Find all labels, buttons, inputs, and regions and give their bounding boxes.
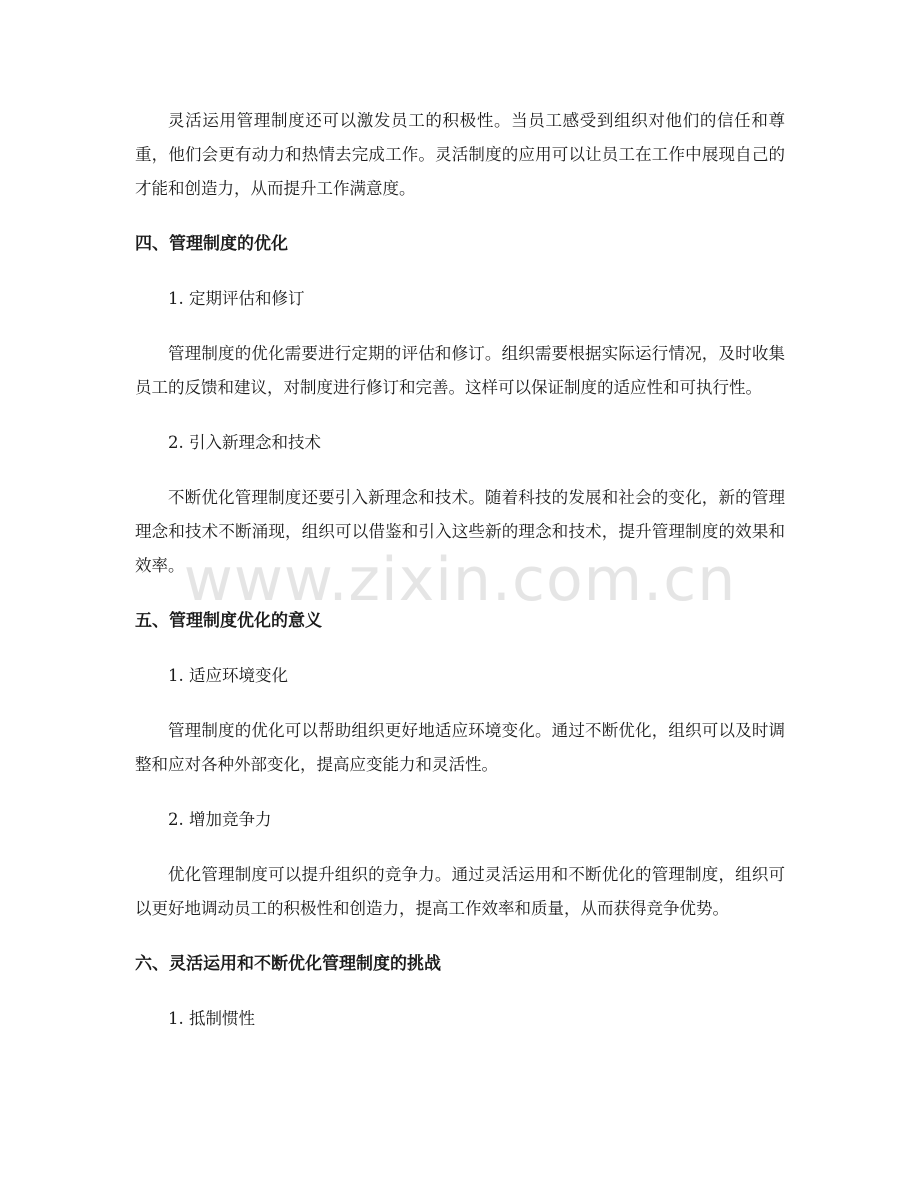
subheading-adapt-environment: 1. 适应环境变化 (168, 666, 288, 685)
paragraph-regular-review: 管理制度的优化需要进行定期的评估和修订。组织需要根据实际运行情况，及时收集员工的反馈和建议，对制度进行修订和完善。这样可以保证制度的适应性和可执行性。 (135, 344, 785, 397)
paragraph-competitiveness: 优化管理制度可以提升组织的竞争力。通过灵活运用和不断优化的管理制度，组织可以更好地调动员工的积极性和创造力，提高工作效率和质量，从而获得竞争优势。 (135, 865, 785, 918)
subheading-regular-review: 1. 定期评估和修订 (168, 289, 305, 308)
paragraph-adapt-environment: 管理制度的优化可以帮助组织更好地适应环境变化。通过不断优化，组织可以及时调整和应对各种外部变化，提高应变能力和灵活性。 (135, 721, 785, 774)
section-heading-challenges: 六、灵活运用和不断优化管理制度的挑战 (135, 954, 441, 974)
subheading-new-concepts: 2. 引入新理念和技术 (168, 433, 321, 452)
section-heading-significance: 五、管理制度优化的意义 (135, 611, 322, 631)
subheading-competitiveness: 2. 增加竞争力 (168, 810, 272, 829)
paragraph-employee-motivation: 灵活运用管理制度还可以激发员工的积极性。当员工感受到组织对他们的信任和尊重，他们会更有动力和热情去完成工作。灵活制度的应用可以让员工在工作中展现自己的才能和创造力，从而提升工作满意度。 (135, 111, 785, 198)
document-body (135, 104, 785, 1057)
section-heading-optimization: 四、管理制度的优化 (135, 234, 288, 254)
paragraph-new-concepts: 不断优化管理制度还要引入新理念和技术。随着科技的发展和社会的变化，新的管理理念和技术不断涌现，组织可以借鉴和引入这些新的理念和技术，提升管理制度的效果和效率。 (135, 488, 785, 575)
subheading-resist-inertia: 1. 抵制惯性 (168, 1009, 255, 1028)
watermark: www.zixin.com.cn (183, 545, 737, 615)
